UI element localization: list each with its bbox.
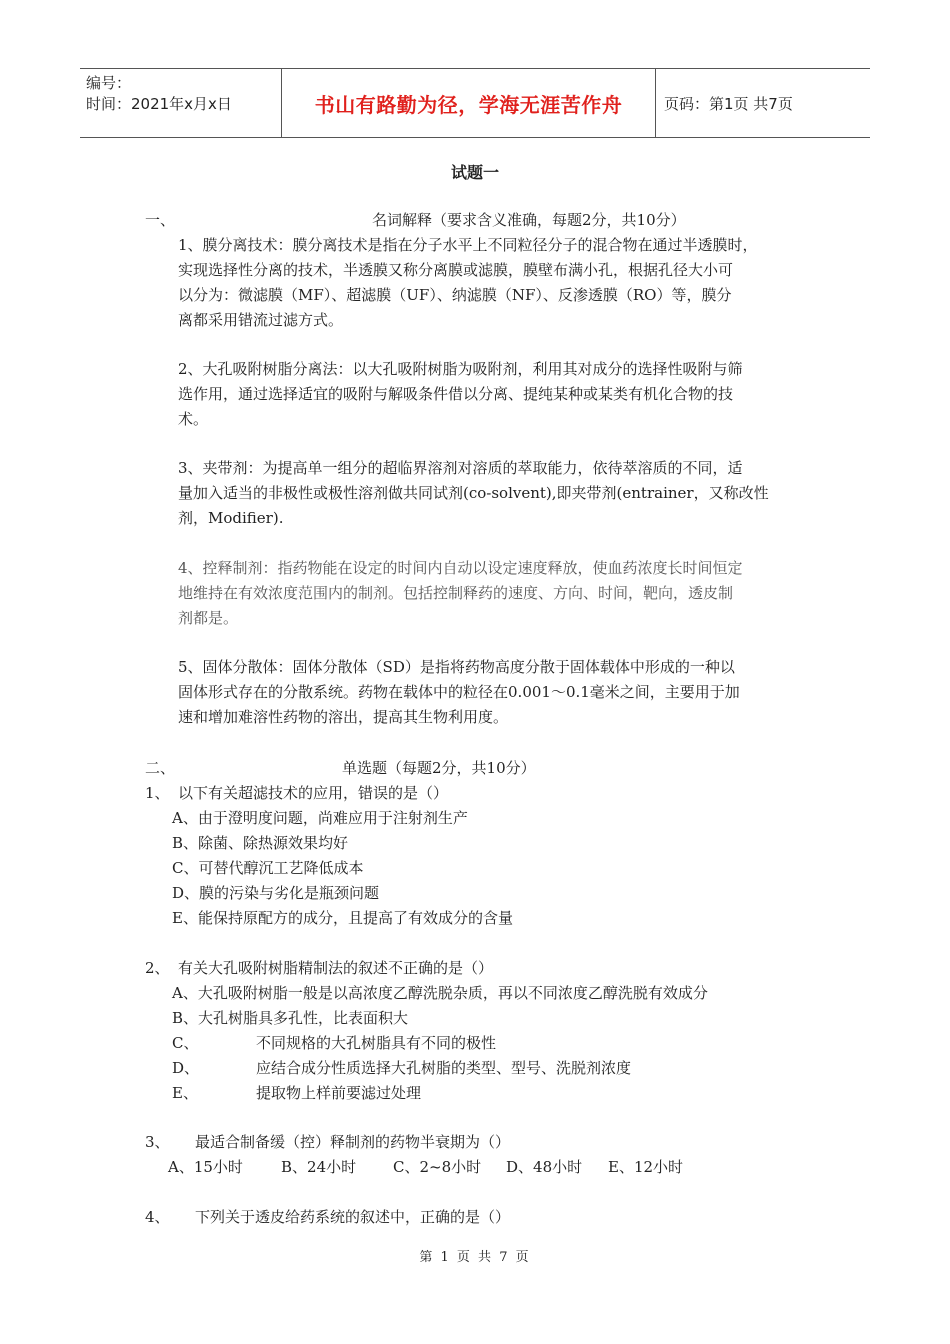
option: C、可替代醇沉工艺降低成本	[172, 859, 364, 877]
option: B、大孔树脂具多孔性，比表面积大	[172, 1009, 409, 1027]
definition-line: 3、夹带剂：为提高单一组分的超临界溶剂对溶质的萃取能力，依待萃溶质的不同，适	[178, 459, 743, 477]
question-stem: 有关大孔吸附树脂精制法的叙述不正确的是（）	[178, 959, 494, 977]
option-text: 应结合成分性质选择大孔树脂的类型、型号、洗脱剂浓度	[256, 1059, 632, 1077]
definition-line: 2、大孔吸附树脂分离法：以大孔吸附树脂为吸附剂，利用其对成分的选择性吸附与筛	[178, 360, 743, 378]
definition-line: 5、固体分散体：固体分散体（SD）是指将药物高度分散于固体载体中形成的一种以	[178, 658, 735, 676]
page-info: 页码：第1页 共7页	[664, 94, 793, 113]
definition-line: 量加入适当的非极性或极性溶剂做共同试剂(co-solvent),即夹带剂(entrainer，又称改性	[178, 484, 769, 502]
definition-line: 术。	[178, 410, 209, 428]
definition-line: 速和增加难溶性药物的溶出，提高其生物利用度。	[178, 708, 509, 726]
option: D、48小时	[506, 1158, 583, 1176]
date-label: 时间：2021年x月x日	[86, 95, 232, 113]
option: A、由于澄明度问题，尚难应用于注射剂生产	[172, 809, 468, 827]
page-footer: 第 1 页 共 7 页	[419, 1250, 531, 1265]
header-left-cell	[80, 69, 282, 137]
option: B、除菌、除热源效果均好	[172, 834, 349, 852]
question-number: 2、	[145, 959, 170, 977]
header-table	[80, 68, 870, 138]
option-letter: E、	[172, 1084, 198, 1102]
definition-line: 4、控释制剂：指药物能在设定的时间内自动以设定速度释放，使血药浓度长时间恒定	[178, 559, 743, 577]
definition-line: 固体形式存在的分散系统。药物在载体中的粒径在0.001～0.1毫米之间，主要用于加	[178, 683, 740, 701]
question-number: 1、	[145, 784, 170, 802]
definition-line: 1、膜分离技术：膜分离技术是指在分子水平上不同粒径分子的混合物在通过半透膜时，	[178, 236, 758, 254]
motto: 书山有路勤为径，学海无涯苦作舟	[314, 92, 623, 117]
section1-heading: 名词解释（要求含义准确，每题2分，共10分）	[372, 211, 686, 229]
definition-line: 离都采用错流过滤方式。	[178, 311, 344, 329]
option: A、大孔吸附树脂一般是以高浓度乙醇洗脱杂质，再以不同浓度乙醇洗脱有效成分	[172, 984, 708, 1002]
option: B、24小时	[281, 1158, 357, 1176]
definition-line: 剂都是。	[178, 609, 239, 627]
number-label: 编号：	[86, 74, 132, 92]
option-text: 不同规格的大孔树脂具有不同的极性	[256, 1034, 497, 1052]
section2-num: 二、	[145, 759, 176, 777]
definition-line: 以分为：微滤膜（MF）、超滤膜（UF）、纳滤膜（NF）、反渗透膜（RO）等，膜分	[178, 286, 732, 304]
option-letter: D、	[172, 1059, 200, 1077]
question-number: 3、	[145, 1133, 170, 1151]
page-title: 试题一	[450, 163, 499, 182]
option: E、12小时	[608, 1158, 684, 1176]
option: C、2~8小时	[393, 1158, 482, 1176]
definition-line: 实现选择性分离的技术，半透膜又称分离膜或滤膜，膜壁布满小孔，根据孔径大小可	[178, 261, 734, 279]
definition-line: 剂，Modifier).	[178, 509, 284, 527]
option: A、15小时	[168, 1158, 243, 1176]
option: D、膜的污染与劣化是瓶颈问题	[172, 884, 380, 902]
definition-line: 选作用，通过选择适宜的吸附与解吸条件借以分离、提纯某种或某类有机化合物的技	[178, 385, 734, 403]
header-motto-cell	[282, 69, 656, 137]
definition-line: 地维持在有效浓度范围内的制剂。包括控制释药的速度、方向、时间，靶向，透皮制	[178, 584, 734, 602]
option-text: 提取物上样前要滤过处理	[256, 1084, 422, 1102]
question-stem: 最适合制备缓（控）释制剂的药物半衰期为（）	[195, 1133, 511, 1151]
header-page-cell	[656, 69, 870, 137]
option-letter: C、	[172, 1034, 199, 1052]
section2-heading: 单选题（每题2分，共10分）	[342, 759, 536, 777]
question-number: 4、	[145, 1208, 170, 1226]
section1-num: 一、	[145, 211, 176, 229]
option: E、能保持原配方的成分，且提高了有效成分的含量	[172, 909, 513, 927]
question-stem: 以下有关超滤技术的应用，错误的是（）	[178, 784, 449, 802]
question-stem: 下列关于透皮给药系统的叙述中，正确的是（）	[195, 1208, 511, 1226]
